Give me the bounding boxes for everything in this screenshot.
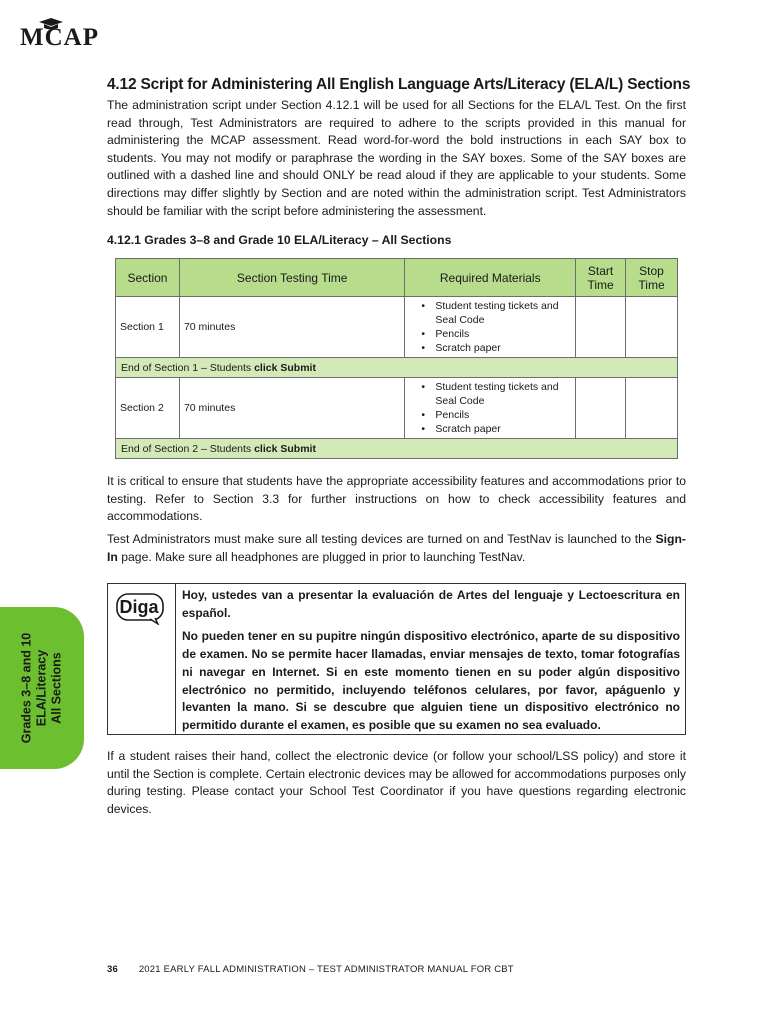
time-cell: 70 minutes (179, 378, 404, 439)
start-time-cell (576, 297, 626, 358)
side-tab-label: Grades 3–8 and 10 ELA/Literacy All Sections (19, 632, 64, 744)
logo-text: MCAP (20, 24, 99, 51)
say-paragraph-2: No pueden tener en su pupitre ningún dispositivo electrónico, aparte de su dispositivo de examen. No se permite hacer llamadas, enviar mensajes de texto, tomar fotografías ni navegar en Internet. Si en este momento tienen en su poder algún dispositivo electrónico no permitido, incluyendo teléfonos celulares, por favor, apáguenlo y levanten la mano. Si se descubre que alguien tiene un dispositivo electrónico no permitido durante el examen, es posible que su examen no sea evaluado. (182, 629, 680, 732)
speech-bubble-icon (116, 593, 166, 625)
section-cell: Section 2 (116, 378, 180, 439)
stop-time-cell (626, 297, 678, 358)
end-of-section-row (116, 358, 678, 378)
start-time-cell (576, 378, 626, 439)
materials-cell (405, 297, 576, 358)
say-label-cell (108, 584, 176, 734)
list-item: • Scratch paper (409, 422, 571, 436)
end-of-section-row (116, 439, 678, 459)
say-box (107, 583, 686, 735)
say-text (182, 587, 680, 735)
section-cell: Section 1 (116, 297, 180, 358)
time-cell: 70 minutes (179, 297, 404, 358)
end-of-section-cell: End of Section 1 – Students click Submit (116, 358, 678, 378)
end-of-section-cell: End of Section 2 – Students click Submit (116, 439, 678, 459)
side-tab (0, 607, 84, 769)
list-item: • Scratch paper (409, 341, 571, 355)
stop-time-cell (626, 378, 678, 439)
page-number: 36 (107, 964, 118, 975)
list-item: • Pencils (409, 408, 571, 422)
header-required-materials: Required Materials (405, 259, 576, 297)
table-header-row (116, 259, 678, 297)
table-row (116, 297, 678, 358)
header-section: Section (116, 259, 180, 297)
list-item: • Student testing tickets and Seal Code (409, 299, 571, 327)
list-item: • Pencils (409, 327, 571, 341)
accessibility-paragraph: It is critical to ensure that students have the appropriate accessibility features and accommodations prior to testing. Refer to Section 3.3 for further instructions on how to check accessibility features and accommodations. (107, 474, 686, 524)
intro-paragraph: The administration script under Section 4.12.1 will be used for all Sections for the ELA/L Test. On the first read through, Test Administrators are required to adhere to the scripts provided in this manual for administering the MCAP assessment. Read word-for-word the bold instructions in each SAY box to students. You may not modify or paraphrase the wording in the SAY boxes. Some of the SAY boxes are outlined with a dashed line and should ONLY be read aloud if they are applicable to your students. Some directions may differ slightly by Section and are noted within the administration script. Test Administrators should be familiar with the script before administering the assessment. (107, 98, 686, 218)
devices-paragraph: Test Administrators must make sure all testing devices are turned on and TestNav is launched to the Sign-In page. Make sure all headphones are plugged in prior to launching TestNav. (107, 532, 686, 564)
materials-cell (405, 378, 576, 439)
administration-table (115, 258, 678, 459)
footer-text: 2021 EARLY FALL ADMINISTRATION – TEST ADMINISTRATOR MANUAL FOR CBT (138, 964, 514, 975)
header-start-time: Start Time (576, 259, 626, 297)
header-testing-time: Section Testing Time (179, 259, 404, 297)
section-heading: 4.12 Script for Administering All English Language Arts/Literacy (ELA/L) Sections (107, 76, 691, 93)
raise-hand-paragraph: If a student raises their hand, collect the electronic device (or follow your school/LSS policy) and store it until the Section is complete. Certain electronic devices may be allowed for accommodations purposes only during testing. Please contact your School Test Coordinator if you have questions regarding electronic devices. (107, 749, 686, 816)
mcap-logo (20, 18, 98, 52)
table-row (116, 378, 678, 439)
say-paragraph-1: Hoy, ustedes van a presentar la evaluación de Artes del lenguaje y Lectoescritura en español. (182, 588, 680, 620)
page-footer (107, 964, 514, 975)
list-item: • Student testing tickets and Seal Code (409, 380, 571, 408)
subsection-heading: 4.12.1 Grades 3–8 and Grade 10 ELA/Literacy – All Sections (107, 233, 452, 247)
header-stop-time: Stop Time (626, 259, 678, 297)
say-label: Diga (119, 597, 159, 617)
